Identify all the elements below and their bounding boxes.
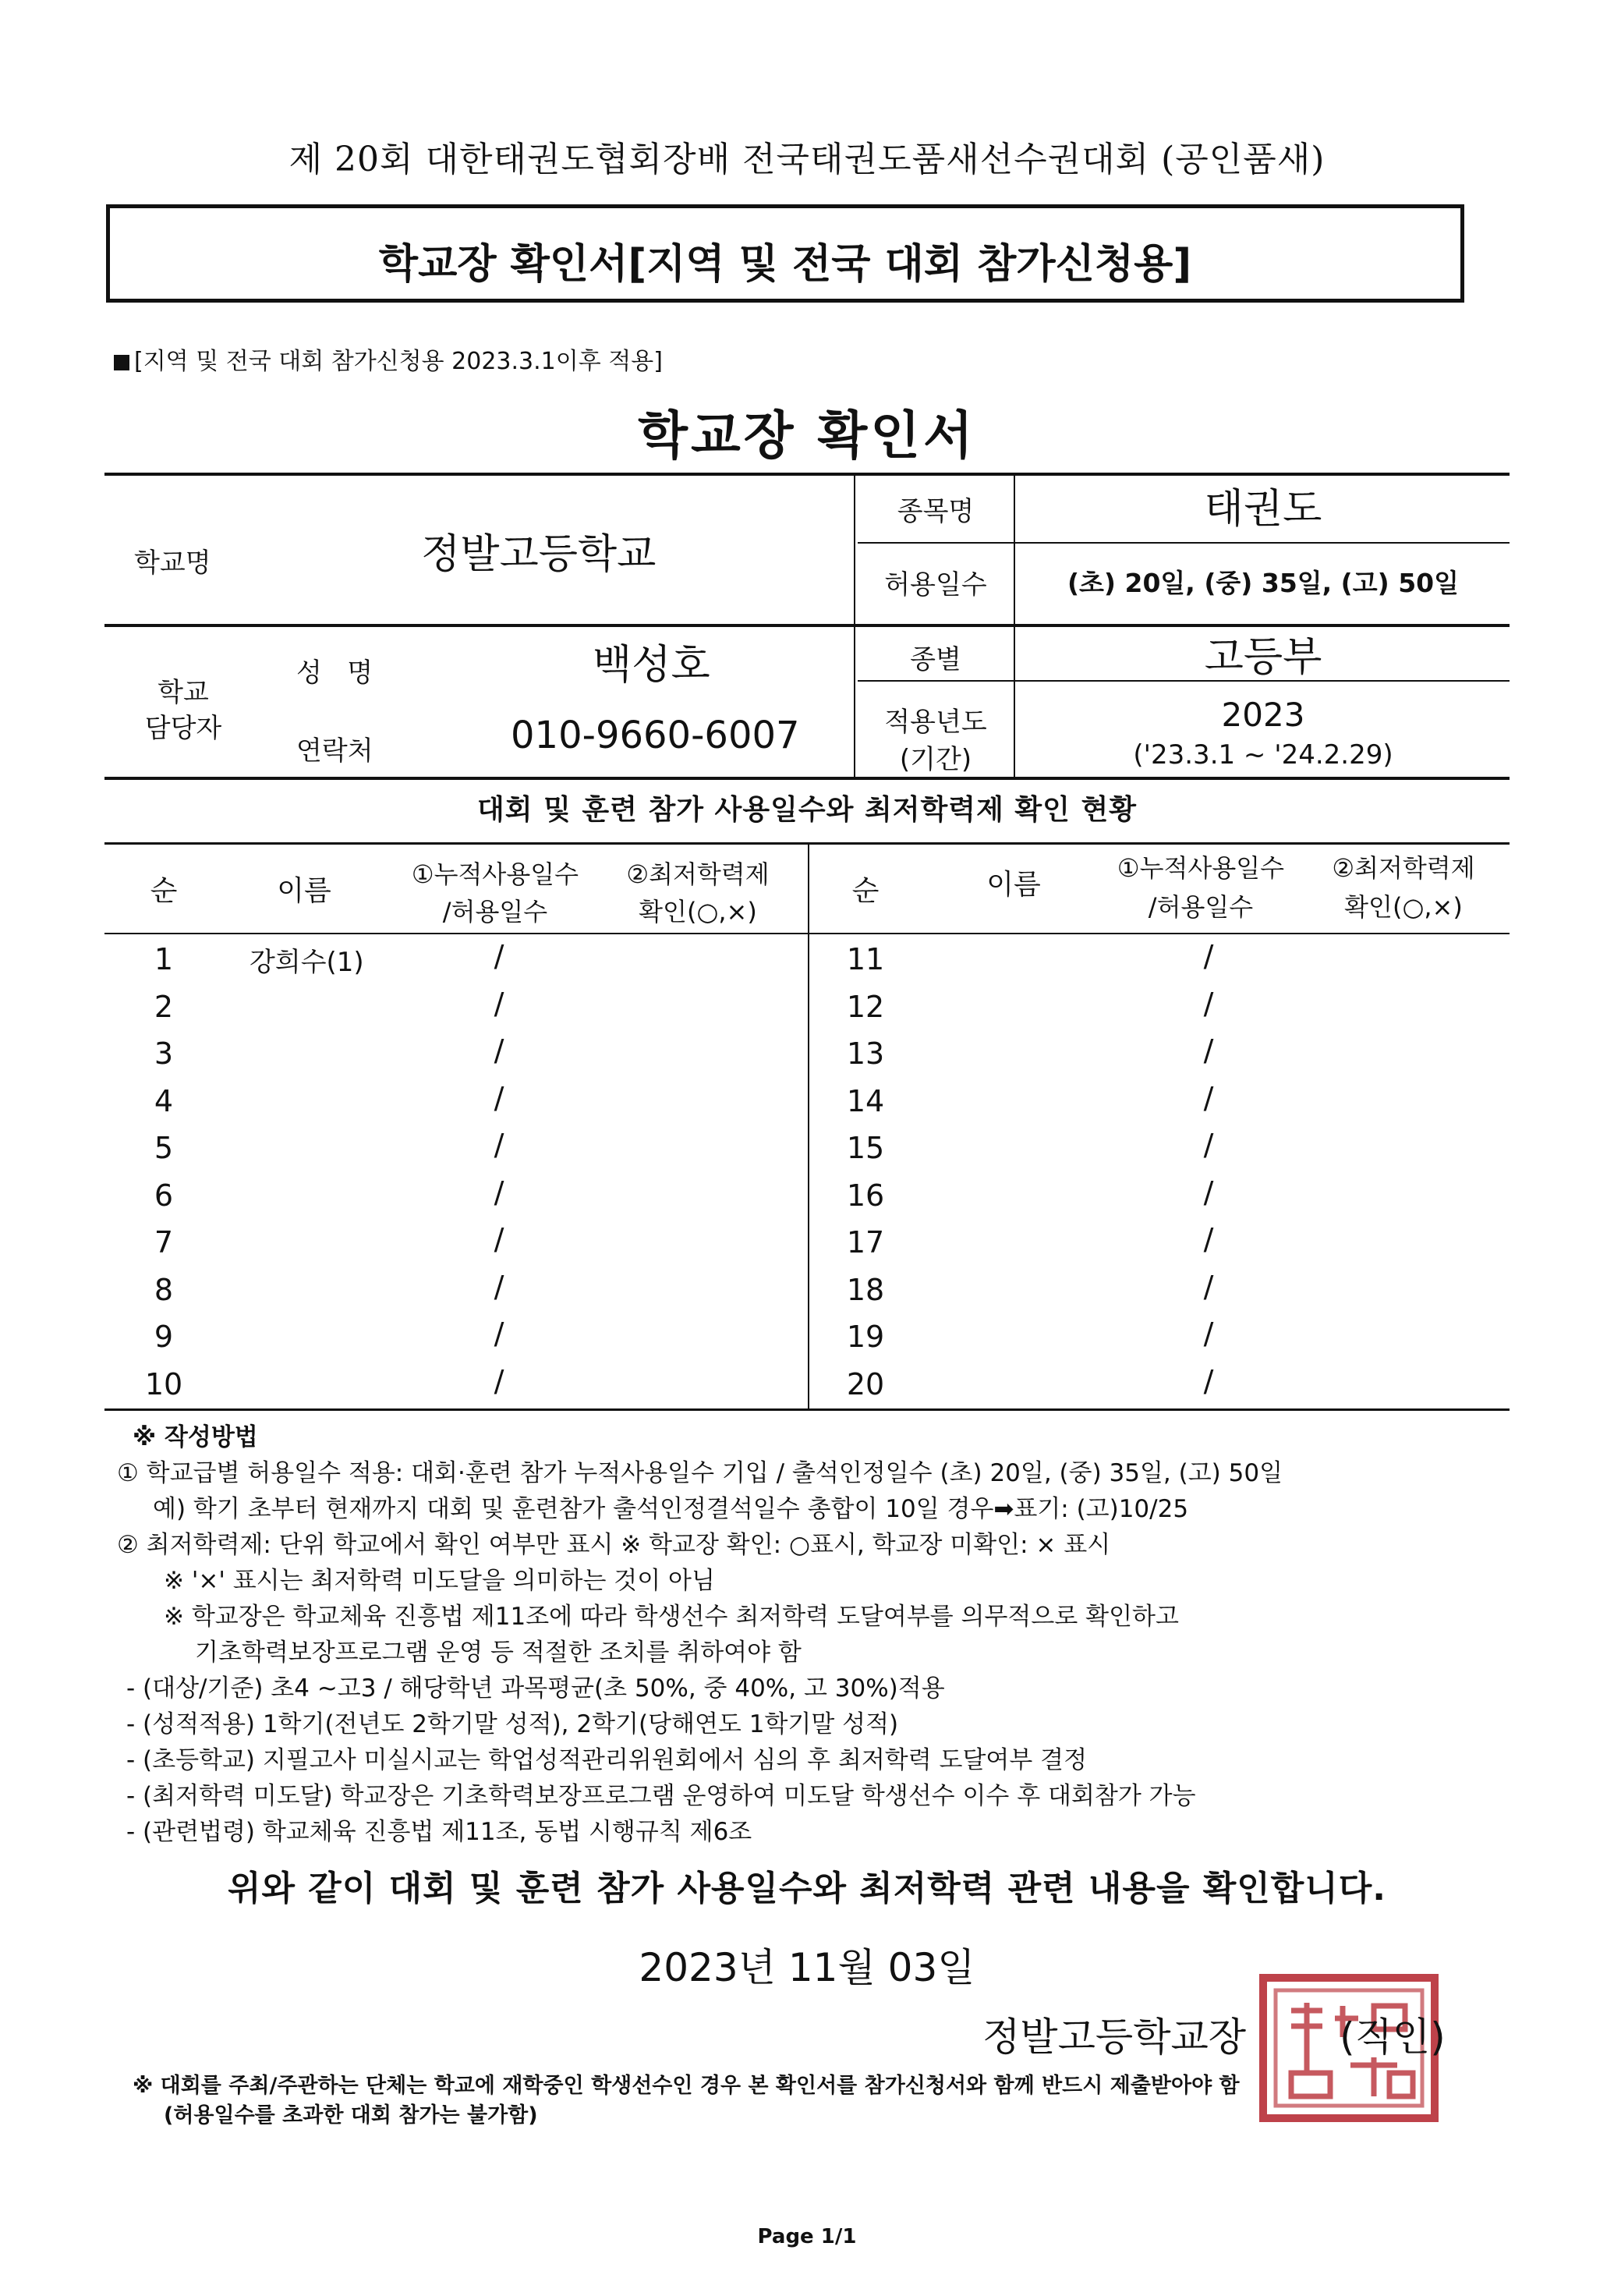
scope-note	[114, 342, 663, 376]
status-header-divider	[104, 933, 1510, 934]
row-number: 15	[846, 1131, 885, 1165]
instruction-line-2: 예) 학기 초부터 현재까지 대회 및 훈련참가 출석인정결석일수 총합이 10일 경우➡표기: (고)10/25	[153, 1495, 1189, 1523]
instruction-line-7: - (대상/기준) 초4 ~고3 / 해당학년 과목평균(초 50%, 중 40%, 고 30%)적용	[126, 1674, 945, 1703]
row-days: /	[494, 986, 504, 1021]
row-number: 4	[154, 1083, 174, 1118]
header-days-right-1: ①누적사용일수	[1117, 853, 1285, 883]
row-number: 6	[154, 1178, 174, 1213]
header-min-left-1: ②최저학력제	[626, 859, 770, 889]
row-number: 2	[154, 989, 174, 1024]
header-name-right: 이름	[986, 869, 1041, 901]
row-number: 18	[846, 1272, 885, 1307]
row-days: /	[494, 1316, 504, 1351]
row-days: /	[1203, 986, 1214, 1021]
row-number: 17	[846, 1225, 885, 1260]
header-no-left: 순	[150, 875, 178, 907]
instruction-line-4: ※ '×' 표시는 최저학력 미도달을 의미하는 것이 아님	[164, 1567, 715, 1595]
contact-label: 연락처	[296, 735, 373, 767]
row-number: 10	[144, 1366, 183, 1401]
header-min-right-1: ②최저학력제	[1332, 853, 1475, 883]
row-days: /	[494, 1222, 504, 1256]
row-number: 9	[154, 1320, 174, 1354]
row-days: /	[1203, 1080, 1214, 1115]
instruction-line-1: ① 학교급별 허용일수 적용: 대회·훈련 참가 누적사용일수 기입 / 출석인정일수 (초) 20일, (중) 35일, (고) 50일	[117, 1459, 1283, 1487]
year-value: 2023	[1221, 696, 1305, 734]
event-title: 제 20회 대한태권도협회장배 전국태권도품새선수권대회 (공인품새)	[288, 140, 1326, 179]
instruction-line-11: - (관련법령) 학교체육 진흥법 제11조, 동법 시행규칙 제6조	[126, 1818, 752, 1846]
footer-note-line-2: (허용일수를 초과한 대회 참가는 불가함)	[164, 2103, 538, 2128]
period-value: ('23.3.1 ~ '24.2.29)	[1133, 739, 1393, 771]
status-table-title: 대회 및 훈련 참가 사용일수와 최저학력제 확인 현황	[476, 794, 1138, 826]
row-days: /	[1203, 1222, 1214, 1256]
principal-name: 정발고등학교장	[982, 2014, 1247, 2060]
row-number: 8	[154, 1272, 174, 1307]
row-number: 1	[154, 942, 174, 976]
instruction-line-5: ※ 학교장은 학교체육 진흥법 제11조에 따라 학생선수 최저학력 도달여부를 의무적으로 확인하고	[164, 1603, 1179, 1631]
table-col-divider	[854, 473, 855, 777]
header-min-right-2: 확인(○,×)	[1344, 892, 1463, 922]
school-label: 학교명	[134, 547, 211, 579]
instructions	[117, 1419, 1552, 1850]
scope-note-text: [지역 및 전국 대회 참가신청용 2023.3.1이후 적용]	[134, 348, 663, 375]
header-days-right-2: /허용일수	[1148, 892, 1254, 922]
header-days-left-2: /허용일수	[442, 897, 548, 927]
row-days: /	[1203, 1363, 1214, 1398]
row-number: 14	[846, 1083, 885, 1118]
row-number: 5	[154, 1131, 174, 1165]
name-value: 백성호	[593, 642, 710, 689]
confirmation-statement: 위와 같이 대회 및 훈련 참가 사용일수와 최저학력 관련 내용을 확인합니다.	[227, 1869, 1386, 1908]
confirmation-date: 2023년 11월 03일	[639, 1945, 975, 1990]
row-days: /	[1203, 939, 1214, 973]
row-number: 20	[846, 1366, 885, 1401]
allowed-days-value: (초) 20일, (중) 35일, (고) 50일	[1067, 568, 1460, 598]
header-min-left-2: 확인(○,×)	[639, 897, 757, 927]
row-days: /	[1203, 1128, 1214, 1162]
row-days: /	[1203, 1316, 1214, 1351]
row-days: /	[1203, 1269, 1214, 1304]
row-days: /	[494, 1128, 504, 1162]
row-number: 16	[846, 1178, 885, 1213]
contact-value: 010-9660-6007	[511, 714, 800, 757]
footer-note	[133, 2071, 1536, 2131]
status-table-top-border	[104, 842, 1510, 845]
status-center-divider	[808, 842, 809, 1408]
row-days: /	[494, 1363, 504, 1398]
instruction-line-9: - (초등학교) 지필고사 미실시교는 학업성적관리위원회에서 심의 후 최저학력 도달여부 결정	[126, 1746, 1088, 1774]
table-divider	[104, 777, 1510, 780]
row-days: /	[1203, 1175, 1214, 1210]
division-label: 종별	[910, 644, 961, 675]
instruction-line-3: ② 최저학력제: 단위 학교에서 확인 여부만 표시 ※ 학교장 확인: ○표시, 학교장 미확인: × 표시	[117, 1531, 1111, 1559]
table-col-divider	[1014, 473, 1015, 777]
square-bullet-icon	[114, 355, 129, 370]
box-title: 학교장 확인서[지역 및 전국 대회 참가신청용]	[378, 241, 1192, 288]
name-label: 성 명	[296, 657, 373, 689]
row-days: /	[494, 1175, 504, 1210]
row-days: /	[494, 939, 504, 973]
allowed-days-label: 허용일수	[884, 569, 987, 601]
header-name-left: 이름	[277, 875, 331, 907]
row-days: /	[494, 1033, 504, 1068]
school-value: 정발고등학교	[421, 531, 657, 578]
row-number: 7	[154, 1225, 174, 1260]
footer-note-line-1: ※ 대회를 주최/주관하는 단체는 학교에 재학중인 학생선수인 경우 본 확인서를 참가신청서와 함께 반드시 제출받아야 함	[133, 2074, 1240, 2098]
row-number: 11	[846, 942, 885, 976]
row-days: /	[494, 1080, 504, 1115]
row-name: 강희수(1)	[250, 947, 364, 978]
row-number: 19	[846, 1320, 885, 1354]
header-no-right: 순	[851, 875, 880, 907]
instructions-heading: ※ 작성방법	[133, 1423, 258, 1451]
instruction-line-10: - (최저학력 미도달) 학교장은 기초학력보장프로그램 운영하여 미도달 학생선수 이수 후 대회참가 가능	[126, 1782, 1196, 1810]
form-title: 학교장 확인서	[638, 406, 976, 466]
status-table-bottom-border	[104, 1408, 1510, 1411]
table-divider	[858, 542, 1510, 544]
instruction-line-6: 기초학력보장프로그램 운영 등 적절한 조치를 취하여야 함	[195, 1639, 802, 1667]
event-value: 태권도	[1204, 486, 1322, 533]
row-days: /	[1203, 1033, 1214, 1068]
row-number: 13	[846, 1036, 885, 1071]
header-days-left-1: ①누적사용일수	[411, 859, 579, 889]
seal-mark: (직인)	[1340, 2014, 1446, 2060]
instruction-line-8: - (성적적용) 1학기(전년도 2학기말 성적), 2학기(당해연도 1학기말 성적)	[126, 1710, 899, 1738]
year-label-1: 적용년도	[884, 707, 987, 738]
event-label: 종목명	[897, 496, 975, 527]
page-number: Page 1/1	[757, 2225, 857, 2248]
row-number: 3	[154, 1036, 174, 1071]
manager-label-1: 학교	[158, 677, 209, 708]
principal-signature-line	[982, 2006, 1446, 2062]
manager-label-2: 담당자	[144, 713, 222, 744]
row-number: 12	[846, 989, 885, 1024]
row-days: /	[494, 1269, 504, 1304]
division-value: 고등부	[1204, 634, 1322, 681]
year-label-2: (기간)	[899, 744, 972, 775]
